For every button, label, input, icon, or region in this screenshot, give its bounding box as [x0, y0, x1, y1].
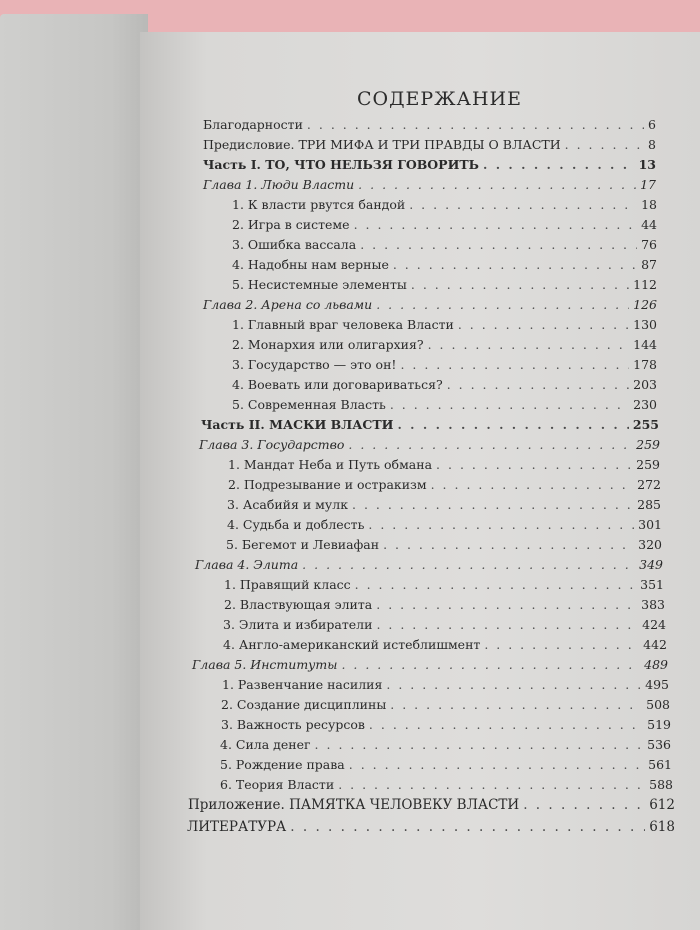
leader-dots [376, 297, 629, 312]
leader-dots [390, 697, 642, 712]
leader-dots [484, 637, 639, 652]
toc-entry [232, 197, 657, 217]
toc-entry [220, 757, 672, 777]
toc-entry-label: Часть I. ТО, ЧТО НЕЛЬЗЯ ГОВОРИТЬ [203, 157, 480, 172]
toc-entry [232, 317, 657, 337]
leader-dots [390, 397, 629, 412]
leader-dots [338, 777, 645, 792]
toc-entry-page: 383 [641, 597, 665, 612]
toc-entry [222, 677, 669, 697]
toc-entry-page: 588 [649, 777, 673, 792]
toc-entry-label: Предисловие. ТРИ МИФА И ТРИ ПРАВДЫ О ВЛАСТИ [203, 137, 561, 152]
toc-entry-page: 87 [641, 257, 657, 272]
toc-entry [221, 717, 671, 737]
leader-dots [368, 517, 634, 532]
toc-entry-label: Глава 3. Государство [199, 437, 345, 452]
toc-entry-label: 3. Государство — это он! [232, 357, 397, 372]
toc-entry-page: 17 [640, 177, 656, 192]
leader-dots [565, 137, 644, 152]
leader-dots [428, 337, 630, 352]
toc-entry-page: 178 [633, 357, 657, 372]
toc-entry-page: 489 [644, 657, 668, 672]
toc-entry [228, 477, 661, 497]
leader-dots [386, 677, 641, 692]
toc-entry-label: Глава 1. Люди Власти [203, 177, 355, 192]
leader-dots [376, 597, 637, 612]
toc-entry-page: 255 [632, 417, 659, 432]
leader-dots [447, 377, 629, 392]
toc-entry-label: 3. Ошибка вассала [232, 237, 357, 252]
toc-entry-page: 618 [649, 819, 675, 835]
toc-entry-label: 5. Несистемные элементы [232, 277, 407, 292]
leader-dots [355, 577, 636, 592]
toc-entry [220, 737, 671, 757]
leader-dots [376, 617, 638, 632]
leader-dots [358, 177, 636, 192]
toc-entry [201, 417, 659, 437]
toc-entry-page: 442 [643, 637, 667, 652]
toc-entry [232, 217, 657, 237]
toc-entry [203, 137, 656, 157]
toc-entry [224, 597, 665, 617]
toc-entry-label: 2. Монархия или олигархия? [232, 337, 424, 352]
toc-entry [227, 517, 662, 537]
toc-entry-label: 4. Судьба и доблесть [227, 517, 365, 532]
toc-entry-page: 561 [648, 757, 672, 772]
toc-entry-label: 4. Сила денег [220, 737, 311, 752]
toc-entry-label: 3. Элита и избиратели [223, 617, 373, 632]
toc-entry-label: Глава 5. Институты [192, 657, 338, 672]
previous-page [0, 14, 148, 930]
leader-dots [383, 537, 634, 552]
toc-entry [232, 357, 657, 377]
toc-entry-page: 320 [638, 537, 662, 552]
toc-entry [199, 437, 660, 457]
leader-dots [307, 117, 644, 132]
toc-entry-page: 76 [641, 237, 657, 252]
toc-entry-page: 508 [646, 697, 670, 712]
toc-entry-label: 2. Властвующая элита [224, 597, 373, 612]
toc-entry [232, 337, 657, 357]
toc-entry [220, 777, 673, 797]
leader-dots [397, 417, 628, 432]
leader-dots [341, 657, 640, 672]
toc-entry [232, 277, 657, 297]
toc-entry-label: 4. Воевать или договариваться? [232, 377, 443, 392]
leader-dots [354, 217, 638, 232]
toc-entry-label: 2. Создание дисциплины [221, 697, 387, 712]
toc-entry-label: 1. Правящий класс [224, 577, 351, 592]
toc-entry [188, 797, 675, 817]
toc-entry [203, 157, 656, 177]
toc-entry-page: 112 [633, 277, 657, 292]
toc-entry-page: 126 [633, 297, 657, 312]
toc-entry [203, 177, 656, 197]
toc-entry-page: 130 [633, 317, 657, 332]
toc-entry [223, 617, 666, 637]
leader-dots [400, 357, 629, 372]
toc-entry-label: 4. Надобны нам верные [232, 257, 389, 272]
toc-entry-label: 6. Теория Власти [220, 777, 335, 792]
toc-entry-label: 2. Игра в системе [232, 217, 350, 232]
toc-entry [227, 497, 661, 517]
leader-dots [352, 497, 633, 512]
toc-entry-page: 301 [638, 517, 662, 532]
toc-entry-label: 2. Подрезывание и остракизм [228, 477, 427, 492]
leader-dots [315, 737, 644, 752]
toc-entry-page: 285 [637, 497, 661, 512]
toc-entry-label: 1. К власти рвутся бандой [232, 197, 406, 212]
toc-entry [226, 537, 662, 557]
toc-entry-label: Часть II. МАСКИ ВЛАСТИ [201, 417, 394, 432]
leader-dots [523, 797, 645, 813]
toc-entry-label: 4. Англо-американский истеблишмент [223, 637, 481, 652]
toc-entry [224, 577, 664, 597]
toc-entry [232, 237, 657, 257]
toc-entry-label: 5. Бегемот и Левиафан [226, 537, 380, 552]
leader-dots [431, 477, 634, 492]
toc-entry-label: 3. Асабийя и мулк [227, 497, 349, 512]
toc-entry [195, 557, 663, 577]
toc-entry [187, 819, 675, 839]
toc-entry [232, 257, 657, 277]
toc-entry-label: Глава 2. Арена со львами [203, 297, 373, 312]
toc-entry-label: Благодарности [203, 117, 303, 132]
toc-entry-label: 1. Главный враг человека Власти [232, 317, 454, 332]
toc-entry-page: 44 [641, 217, 657, 232]
toc-entry-label: 5. Рождение права [220, 757, 345, 772]
toc-entry [221, 697, 670, 717]
toc-entry [203, 117, 656, 137]
toc-entry-label: Приложение. ПАМЯТКА ЧЕЛОВЕКУ ВЛАСТИ [188, 797, 520, 813]
toc-entry-page: 144 [633, 337, 657, 352]
leader-dots [458, 317, 629, 332]
leader-dots [360, 237, 637, 252]
toc-entry [223, 637, 667, 657]
toc-entry-label: 3. Важность ресурсов [221, 717, 365, 732]
leader-dots [393, 257, 637, 272]
toc-entry-page: 351 [640, 577, 664, 592]
toc-entry-label: ЛИТЕРАТУРА [187, 819, 287, 835]
toc-entry-label: 1. Развенчание насилия [222, 677, 383, 692]
leader-dots [483, 157, 635, 172]
toc-entry [203, 297, 657, 317]
leader-dots [411, 277, 629, 292]
toc-entry-page: 6 [648, 117, 656, 132]
toc-entry [192, 657, 668, 677]
leader-dots [349, 757, 644, 772]
toc-entry-page: 8 [648, 137, 656, 152]
toc-entry-page: 18 [641, 197, 657, 212]
toc-heading: СОДЕРЖАНИЕ [357, 88, 522, 110]
leader-dots [290, 819, 645, 835]
toc-entry-page: 536 [647, 737, 671, 752]
toc-entry [232, 397, 657, 417]
toc-entry-page: 13 [638, 157, 656, 172]
toc-entry-page: 612 [649, 797, 675, 813]
leader-dots [409, 197, 637, 212]
toc-entry-label: 1. Мандат Неба и Путь обмана [228, 457, 433, 472]
toc-entry [228, 457, 660, 477]
toc-entry-page: 259 [636, 437, 660, 452]
toc-entry-page: 424 [642, 617, 666, 632]
leader-dots [436, 457, 632, 472]
toc-entry [232, 377, 657, 397]
toc-entry-page: 272 [637, 477, 661, 492]
leader-dots [369, 717, 643, 732]
toc-entry-page: 495 [645, 677, 669, 692]
toc-entry-page: 203 [633, 377, 657, 392]
leader-dots [302, 557, 635, 572]
toc-entry-label: Глава 4. Элита [195, 557, 299, 572]
toc-entry-label: 5. Современная Власть [232, 397, 386, 412]
toc-entry-page: 519 [647, 717, 671, 732]
toc-entry-page: 230 [633, 397, 657, 412]
leader-dots [348, 437, 632, 452]
toc-entry-page: 349 [639, 557, 663, 572]
toc-entry-page: 259 [636, 457, 660, 472]
